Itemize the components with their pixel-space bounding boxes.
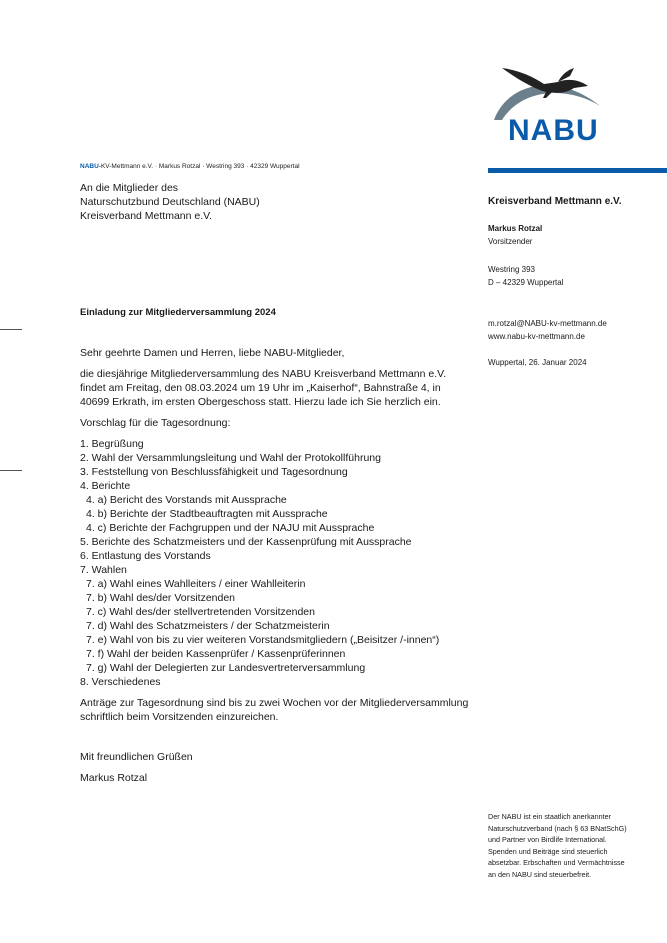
- recipient-line: An die Mitglieder des: [80, 182, 179, 194]
- logo-wordmark: NABU: [508, 114, 599, 147]
- email-link[interactable]: m.rotzal@NABU-kv-mettmann.de: [488, 319, 607, 328]
- agenda-item: 7. d) Wahl des Schatzmeisters / der Schatzmeisterin: [86, 620, 330, 632]
- agenda-item: 7. e) Wahl von bis zu vier weiteren Vorstandsmitgliedern („Beisitzer /-innen“): [86, 634, 440, 646]
- agenda-item: 4. c) Berichte der Fachgruppen und der NAJU mit Aussprache: [86, 522, 375, 534]
- agenda-item: 7. a) Wahl eines Wahlleiters / einer Wahlleiterin: [86, 578, 306, 590]
- legal-footer: [488, 811, 648, 880]
- footer-line: an den NABU sind steuerbefreit.: [488, 869, 592, 879]
- salutation: Sehr geehrte Damen und Herren, liebe NABU-Mitglieder,: [80, 347, 345, 359]
- brand-bar: [488, 168, 667, 173]
- footer-line: absetzbar. Erbschaften und Vermächtnisse: [488, 858, 625, 867]
- closing-line: Anträge zur Tagesordnung sind bis zu zwei Wochen vor der Mitgliederversammlung: [80, 697, 469, 709]
- agenda-list: [80, 437, 480, 689]
- agenda-item: 7. g) Wahl der Delegierten zur Landesvertreterversammlung: [86, 662, 366, 674]
- footer-line: Naturschutzverband (nach § 63 BNatSchG): [488, 823, 627, 833]
- agenda-item: 7. Wahlen: [80, 564, 127, 576]
- agenda-item: 4. b) Berichte der Stadtbeauftragten mit Aussprache: [86, 508, 328, 520]
- recipient-line: Kreisverband Mettmann e.V.: [80, 210, 213, 222]
- greeting: Mit freundlichen Grüßen: [80, 751, 193, 763]
- agenda-item: 7. b) Wahl des/der Vorsitzenden: [86, 592, 236, 604]
- agenda-item: 8. Verschiedenes: [80, 676, 161, 688]
- intro-paragraph: [80, 367, 480, 409]
- agenda-item: 6. Entlastung des Vorstands: [80, 550, 211, 562]
- intro-line: findet am Freitag, den 08.03.2024 um 19 Uhr im „Kaiserhof“, Bahnstraße 4, in: [80, 382, 441, 394]
- agenda-item: 7. c) Wahl des/der stellvertretenden Vorsitzenden: [86, 606, 315, 618]
- signature: Markus Rotzal: [80, 772, 148, 784]
- agenda-item: 4. a) Bericht des Vorstands mit Aussprache: [86, 494, 287, 506]
- agenda-item: 4. Berichte: [80, 480, 131, 492]
- footer-line: Der NABU ist ein staatlich anerkannter: [488, 812, 612, 821]
- agenda-item: 7. f) Wahl der beiden Kassenprüfer / Kassenprüferinnen: [86, 648, 346, 660]
- person-name: Markus Rotzal: [488, 224, 543, 233]
- agenda-title: Vorschlag für die Tagesordnung:: [80, 417, 231, 429]
- stork-icon: [488, 62, 616, 122]
- org-name: Kreisverband Mettmann e.V.: [488, 196, 622, 207]
- fold-mark-middle: [0, 470, 22, 471]
- footer-line: Spenden und Beiträge sind steuerlich: [488, 846, 608, 856]
- letter-date: Wuppertal, 26. Januar 2024: [488, 358, 587, 367]
- subject-line: Einladung zur Mitgliederversammlung 2024: [80, 307, 276, 318]
- closing-paragraph: [80, 696, 480, 724]
- sender-brand: NABU: [80, 163, 99, 170]
- agenda-item: 1. Begrüßung: [80, 438, 144, 450]
- sender-details: -KV-Mettmann e.V. · Markus Rotzal · Westring 393 · 42329 Wuppertal: [98, 163, 300, 170]
- web-link[interactable]: www.nabu-kv-mettmann.de: [488, 332, 585, 341]
- recipient-address: [80, 181, 260, 223]
- agenda-item: 3. Feststellung von Beschlussfähigkeit und Tagesordnung: [80, 466, 348, 478]
- agenda-item: 5. Berichte des Schatzmeisters und der Kassenprüfung mit Aussprache: [80, 536, 412, 548]
- agenda-item: 2. Wahl der Versammlungsleitung und Wahl der Protokollführung: [80, 452, 381, 464]
- intro-line: die diesjährige Mitgliederversammlung des NABU Kreisverband Mettmann e.V.: [80, 368, 447, 380]
- fold-mark-top: [0, 329, 22, 330]
- nabu-logo: [488, 62, 616, 154]
- footer-line: und Partner von Birdlife International.: [488, 835, 607, 844]
- person-role: Vorsitzender: [488, 237, 533, 246]
- letter-body: [80, 346, 480, 792]
- sender-line: [80, 163, 300, 170]
- recipient-line: Naturschutzbund Deutschland (NABU): [80, 196, 260, 208]
- city: D – 42329 Wuppertal: [488, 278, 564, 287]
- closing-line: schriftlich beim Vorsitzenden einzureichen.: [80, 711, 279, 723]
- intro-line: 40699 Erkrath, im ersten Obergeschoss statt. Hierzu lade ich Sie herzlich ein.: [80, 396, 441, 408]
- street: Westring 393: [488, 265, 535, 274]
